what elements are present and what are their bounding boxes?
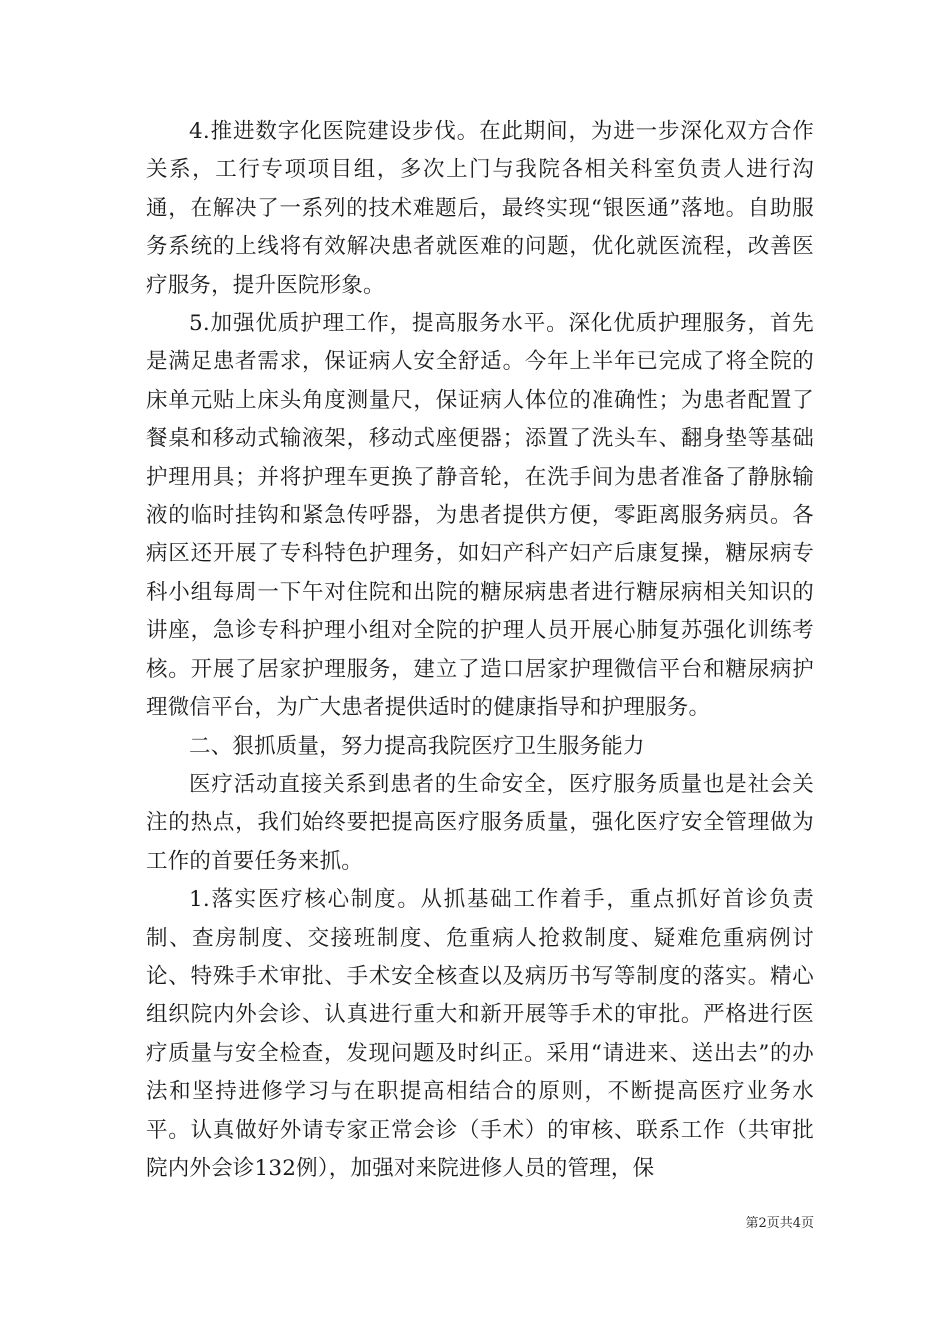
document-body bbox=[146, 113, 814, 1188]
paragraph-digital-hospital: 4.推进数字化医院建设步伐。在此期间，为进一步深化双方合作关系，工行专项项目组，多次上门与我院各相关科室负责人进行沟通，在解决了一系列的技术难题后，最终实现“银医通”落地。自助服务系统的上线将有效解决患者就医难的问题，优化就医流程，改善医疗服务，提升医院形象。 bbox=[146, 119, 814, 298]
paragraph-quality-intro: 医疗活动直接关系到患者的生命安全，医疗服务质量也是社会关注的热点，我们始终要把提高医疗服务质量，强化医疗安全管理做为工作的首要任务来抓。 bbox=[146, 771, 814, 874]
paragraph-core-system: 1.落实医疗核心制度。从抓基础工作着手，重点抓好首诊负责制、查房制度、交接班制度、危重病人抢救制度、疑难危重病例讨论、特殊手术审批、手术安全核查以及病历书写等制度的落实。精心组织院内外会诊、认真进行重大和新开展等手术的审批。严格进行医疗质量与安全检查，发现问题及时纠正。采用“请进来、送出去”的办法和坚持进修学习与在职提高相结合的原则，不断提高医疗业务水平。认真做好外请专家正常会诊（手术）的审核、联系工作（共审批院内外会诊132例），加强对来院进修人员的管理，保 bbox=[146, 887, 814, 1181]
paragraph-nursing-service: 5.加强优质护理工作，提高服务水平。深化优质护理服务，首先是满足患者需求，保证病人安全舒适。今年上半年已完成了将全院的床单元贴上床头角度测量尺，保证病人体位的准确性；为患者配置了餐桌和移动式输液架，移动式座便器；添置了洗头车、翻身垫等基础护理用具；并将护理车更换了静音轮，在洗手间为患者准备了静脉输液的临时挂钩和紧急传呼器，为患者提供方便，零距离服务病员。各病区还开展了专科特色护理务，如妇产科产妇产后康复操，糖尿病专科小组每周一下午对住院和出院的糖尿病患者进行糖尿病相关知识的讲座，急诊专科护理小组对全院的护理人员开展心肺复苏强化训练考核。开展了居家护理服务，建立了造口居家护理微信平台和糖尿病护理微信平台，为广大患者提供适时的健康指导和护理服务。 bbox=[146, 311, 814, 721]
page-number: 第2页共4页 bbox=[745, 1216, 814, 1231]
section-heading-quality: 二、狠抓质量，努力提高我院医疗卫生服务能力 bbox=[189, 733, 645, 759]
